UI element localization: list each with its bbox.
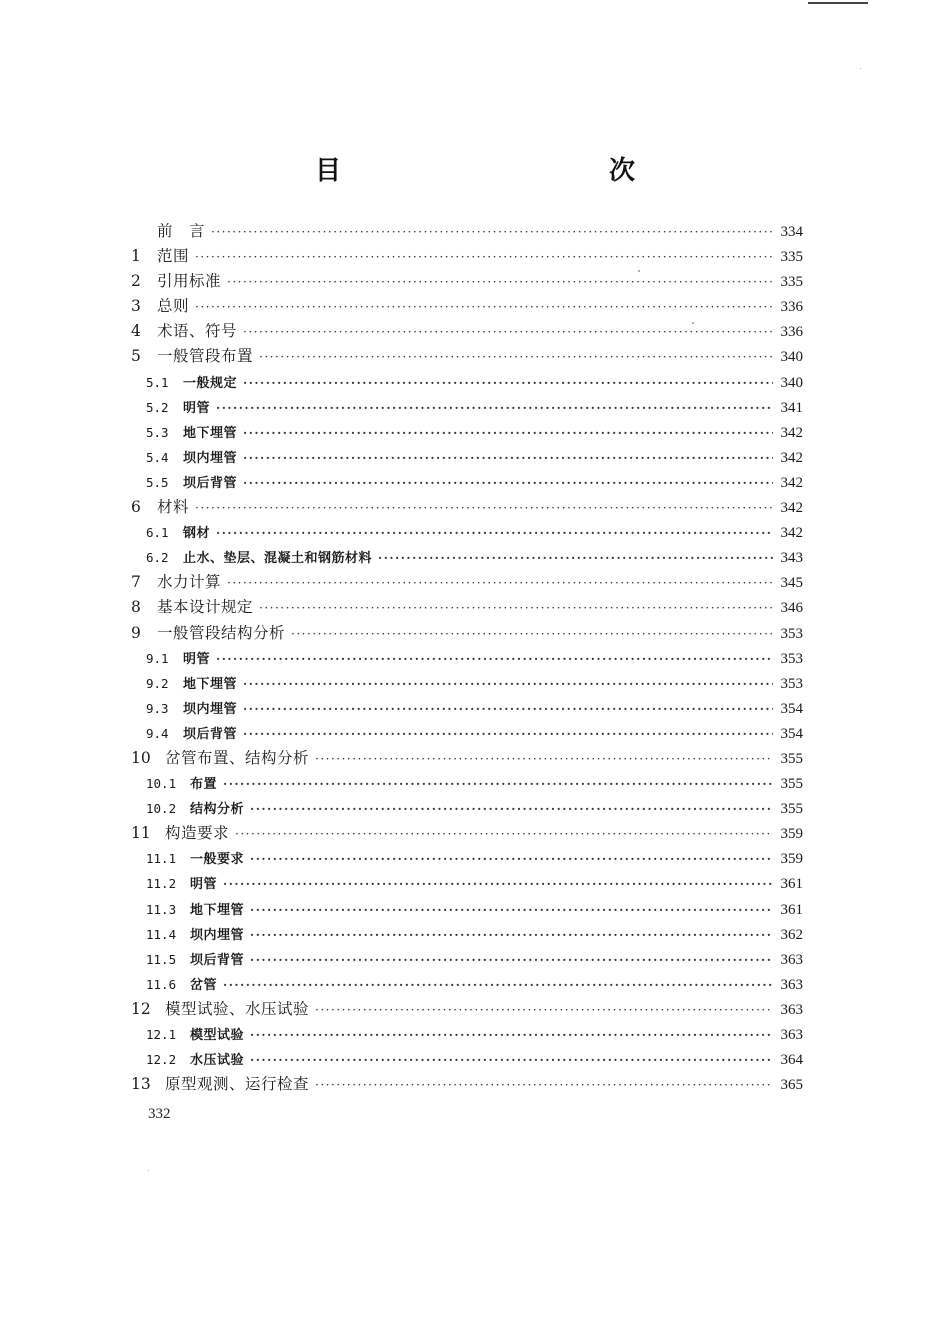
toc-entry-number: 3 — [131, 297, 141, 316]
toc-dot-leader — [235, 822, 773, 847]
toc-entry-title: 材料 — [157, 498, 190, 517]
toc-dot-leader — [195, 295, 773, 320]
toc-entry-title: 基本设计规定 — [157, 598, 254, 617]
toc-dot-leader — [195, 245, 773, 270]
toc-entry-page: 335 — [780, 274, 803, 291]
toc-entry[interactable] — [131, 495, 803, 520]
toc-dot-leader — [315, 1073, 773, 1098]
toc-entry-title: 止水、垫层、混凝土和钢筋材料 — [183, 551, 373, 567]
toc-dot-leader — [223, 872, 773, 897]
toc-entry-title: 坝内埋管 — [183, 701, 238, 717]
toc-entry-title: 模型试验、水压试验 — [165, 999, 310, 1018]
page-title: 目 次 — [314, 156, 707, 186]
toc-dot-leader — [227, 270, 773, 295]
toc-entry-number: 11.1 — [146, 851, 177, 867]
toc-entry-page: 355 — [780, 776, 803, 793]
toc-entry-title: 地下埋管 — [183, 676, 238, 692]
toc-entry-page: 361 — [780, 901, 803, 918]
toc-dot-leader — [195, 496, 773, 521]
toc-entry[interactable] — [131, 219, 803, 244]
scan-speck — [692, 322, 694, 324]
toc-dot-leader — [216, 647, 773, 672]
toc-entry[interactable] — [131, 922, 803, 947]
toc-entry-title: 前 言 — [157, 222, 206, 240]
toc-dot-leader — [250, 847, 773, 872]
toc-dot-leader — [250, 1048, 773, 1073]
toc-entry[interactable] — [131, 897, 803, 922]
toc-dot-leader — [211, 220, 773, 245]
toc-dot-leader — [216, 396, 773, 421]
toc-entry-page: 355 — [780, 801, 803, 818]
toc-entry-page: 353 — [780, 625, 803, 642]
toc-entry-page: 342 — [780, 424, 803, 441]
toc-entry-number: 5.3 — [146, 424, 169, 440]
toc-entry[interactable] — [131, 1022, 803, 1047]
toc-entry-number: 11.5 — [146, 951, 177, 967]
toc-entry-number: 12 — [131, 999, 151, 1018]
toc-entry[interactable] — [131, 545, 803, 570]
toc-entry-page: 340 — [780, 349, 803, 366]
toc-entry[interactable] — [131, 520, 803, 545]
toc-entry-title: 明管 — [190, 877, 218, 893]
toc-entry-page: 355 — [780, 750, 803, 767]
toc-entry-title: 结构分析 — [190, 802, 245, 818]
page-number: 332 — [148, 1106, 171, 1122]
toc-dot-leader — [243, 471, 773, 496]
toc-entry-number: 13 — [131, 1075, 151, 1094]
toc-entry[interactable] — [131, 796, 803, 821]
toc-entry-page: 342 — [780, 500, 803, 517]
toc-entry[interactable] — [131, 947, 803, 972]
toc-dot-leader — [259, 596, 773, 621]
toc-entry-number: 8 — [131, 598, 141, 617]
toc-entry[interactable] — [131, 595, 803, 620]
toc-entry-title: 明管 — [183, 651, 211, 667]
toc-entry-title: 构造要求 — [165, 824, 230, 843]
toc-dot-leader — [250, 898, 773, 923]
toc-dot-leader — [243, 421, 773, 446]
toc-dot-leader — [259, 345, 773, 370]
toc-entry[interactable] — [131, 871, 803, 896]
toc-dot-leader — [250, 923, 773, 948]
toc-entry-page: 336 — [780, 299, 803, 316]
toc-entry-number: 12.1 — [146, 1027, 177, 1042]
toc-entry[interactable] — [131, 344, 803, 369]
toc-entry-number: 6 — [131, 498, 141, 517]
toc-dot-leader — [223, 772, 773, 797]
toc-entry-number: 5.4 — [146, 449, 169, 465]
toc-entry[interactable] — [131, 294, 803, 319]
toc-entry-number: 4 — [131, 322, 141, 341]
toc-entry-number: 12.2 — [146, 1052, 177, 1068]
toc-entry-page: 336 — [780, 324, 803, 341]
toc-entry[interactable] — [131, 395, 803, 420]
toc-entry-page: 363 — [780, 951, 803, 968]
toc-entry-title: 原型观测、运行检查 — [165, 1075, 310, 1094]
toc-entry-number: 11.3 — [146, 901, 177, 917]
toc-entry-number: 1 — [131, 247, 141, 266]
toc-entry[interactable] — [131, 671, 803, 696]
scan-speck — [638, 270, 640, 272]
toc-entry-title: 一般管段结构分析 — [157, 623, 286, 642]
toc-entry[interactable] — [131, 621, 803, 646]
toc-entry[interactable] — [131, 244, 803, 269]
toc-entry[interactable] — [131, 846, 803, 871]
toc-entry-title: 坝后背管 — [190, 952, 245, 968]
toc-entry-page: 363 — [780, 1001, 803, 1018]
toc-entry-page: 343 — [780, 550, 803, 567]
toc-entry-title: 布置 — [190, 777, 218, 793]
toc-dot-leader — [243, 722, 773, 747]
toc-entry-title: 水力计算 — [157, 573, 222, 592]
toc-entry-page: 364 — [780, 1052, 803, 1069]
toc-dot-leader — [223, 973, 773, 998]
toc-entry[interactable] — [131, 269, 803, 294]
toc-entry-page: 363 — [780, 976, 803, 993]
toc-entry[interactable] — [131, 319, 803, 344]
toc-dot-leader — [315, 998, 773, 1023]
toc-entry-page: 362 — [780, 926, 803, 943]
toc-entry[interactable] — [131, 997, 803, 1022]
toc-entry-number: 9.3 — [146, 700, 169, 716]
toc-entry-title: 地下埋管 — [183, 425, 238, 441]
toc-entry-number: 11 — [131, 824, 151, 843]
toc-entry[interactable] — [131, 470, 803, 495]
table-of-contents — [131, 219, 803, 1097]
toc-entry-number: 11.6 — [146, 976, 177, 992]
toc-entry-title: 总则 — [157, 297, 190, 316]
toc-entry-title: 模型试验 — [190, 1028, 245, 1043]
toc-entry-number: 10.2 — [146, 801, 177, 817]
toc-entry-title: 坝后背管 — [183, 726, 238, 742]
toc-entry-number: 6.2 — [146, 550, 169, 566]
toc-entry-title: 术语、符号 — [157, 322, 238, 341]
toc-entry[interactable] — [131, 445, 803, 470]
toc-entry-page: 342 — [780, 525, 803, 542]
toc-entry-title: 地下埋管 — [190, 902, 245, 918]
toc-entry[interactable] — [131, 570, 803, 595]
toc-entry[interactable] — [131, 821, 803, 846]
toc-entry-title: 引用标准 — [157, 272, 222, 291]
toc-entry-title: 岔管布置、结构分析 — [165, 748, 310, 767]
toc-entry-page: 345 — [780, 575, 803, 592]
toc-entry[interactable] — [131, 1072, 803, 1097]
toc-entry-page: 354 — [780, 700, 803, 717]
toc-entry-number: 10 — [131, 748, 151, 767]
toc-entry-page: 335 — [780, 249, 803, 266]
toc-entry-page: 340 — [780, 374, 803, 391]
toc-entry-page: 365 — [780, 1077, 803, 1094]
toc-entry-title: 水压试验 — [190, 1053, 245, 1069]
toc-entry-page: 363 — [780, 1027, 803, 1043]
toc-entry[interactable] — [131, 370, 803, 395]
toc-entry-number: 5.1 — [146, 374, 169, 390]
toc-entry-number: 6.1 — [146, 525, 169, 541]
toc-entry-page: 342 — [780, 449, 803, 466]
toc-entry-number: 9 — [131, 623, 141, 642]
toc-entry-number: 9.1 — [146, 650, 169, 666]
toc-entry[interactable] — [131, 771, 803, 796]
toc-dot-leader — [250, 948, 773, 973]
toc-entry[interactable] — [131, 746, 803, 771]
toc-dot-leader — [227, 571, 773, 596]
toc-entry[interactable] — [131, 721, 803, 746]
toc-entry-page: 361 — [780, 876, 803, 893]
toc-entry-title: 一般要求 — [190, 852, 245, 868]
toc-entry-number: 7 — [131, 573, 141, 592]
toc-entry[interactable] — [131, 696, 803, 721]
toc-entry-number: 5.2 — [146, 399, 169, 415]
toc-entry-page: 359 — [780, 826, 803, 843]
toc-entry-number: 5.5 — [146, 474, 169, 490]
toc-entry-page: 342 — [780, 474, 803, 491]
toc-dot-leader — [216, 521, 773, 546]
scan-speck — [148, 1170, 149, 1171]
toc-entry-number: 9.2 — [146, 675, 169, 691]
toc-entry-page: 346 — [780, 600, 803, 617]
scan-edge-rule — [808, 2, 868, 4]
toc-entry-title: 岔管 — [190, 977, 218, 993]
toc-dot-leader — [243, 371, 773, 396]
toc-entry[interactable] — [131, 646, 803, 671]
toc-entry-title: 坝内埋管 — [190, 927, 245, 943]
toc-dot-leader — [315, 747, 773, 772]
toc-dot-leader — [250, 1023, 773, 1048]
toc-entry-title: 范围 — [157, 247, 190, 266]
toc-entry-page: 359 — [780, 851, 803, 868]
toc-dot-leader — [291, 622, 773, 647]
toc-entry-title: 一般规定 — [183, 375, 238, 391]
toc-entry-number: 11.4 — [146, 926, 177, 942]
toc-entry-title: 坝后背管 — [183, 475, 238, 491]
toc-entry-number: 11.2 — [146, 876, 177, 892]
toc-dot-leader — [243, 672, 773, 697]
scan-speck — [860, 68, 861, 69]
toc-dot-leader — [243, 320, 773, 345]
toc-entry-title: 坝内埋管 — [183, 450, 238, 466]
toc-entry[interactable] — [131, 1047, 803, 1072]
toc-dot-leader — [243, 446, 773, 471]
toc-entry-number: 10.1 — [146, 776, 177, 792]
toc-entry-page: 354 — [780, 725, 803, 742]
toc-entry[interactable] — [131, 420, 803, 445]
toc-entry-title: 一般管段布置 — [157, 347, 254, 366]
toc-entry-title: 钢材 — [183, 526, 211, 542]
toc-entry-page: 353 — [780, 650, 803, 667]
toc-dot-leader — [250, 797, 773, 822]
toc-entry-number: 5 — [131, 347, 141, 366]
toc-entry-page: 353 — [780, 675, 803, 692]
toc-entry-page: 341 — [780, 399, 803, 416]
toc-entry-title: 明管 — [183, 400, 211, 416]
toc-entry-number: 2 — [131, 272, 141, 291]
toc-dot-leader — [243, 697, 773, 722]
toc-entry-page: 334 — [780, 224, 803, 240]
toc-dot-leader — [378, 546, 773, 571]
toc-entry[interactable] — [131, 972, 803, 997]
toc-entry-number: 9.4 — [146, 725, 169, 741]
